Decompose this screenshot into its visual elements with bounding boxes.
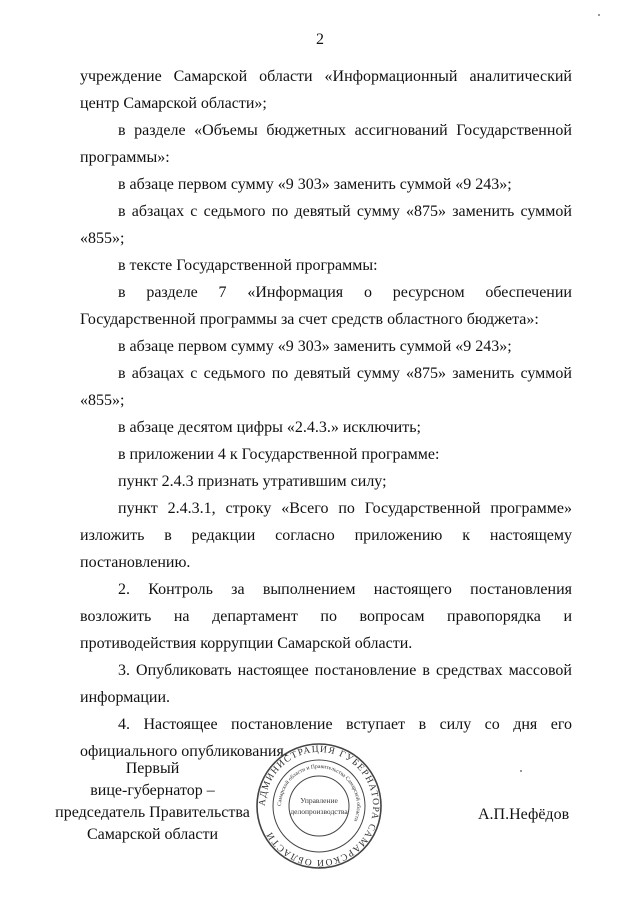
scan-speck — [520, 770, 522, 772]
signature-title — [50, 758, 255, 846]
paragraph: в разделе 7 «Информация о ресурсном обеспечении Государственной программы за счет средств областного бюджета»: — [80, 284, 572, 328]
signature-title-line: Самарской области — [87, 826, 218, 843]
paragraph: 3. Опубликовать настоящее постановление в средствах массовой информации. — [80, 662, 572, 706]
paragraph: в приложении 4 к Государственной программе: — [118, 446, 440, 463]
paragraph: 2. Контроль за выполнением настоящего постановления возложить на департамент по вопросам правопорядка и противодействия коррупции Самарской области. — [80, 581, 572, 652]
paragraph: пункт 2.4.3 признать утратившим силу; — [118, 473, 387, 490]
seal-inner-text: Самарской области и Правительства Самарской области — [276, 763, 362, 823]
paragraph: учреждение Самарской области «Информационный аналитический центр Самарской области»; — [80, 68, 572, 112]
paragraph: в разделе «Объемы бюджетных ассигнований Государственной программы»: — [80, 122, 572, 166]
paragraph: в абзаце первом сумму «9 303» заменить суммой «9 243»; — [118, 176, 512, 193]
seal-outer-text: АДМИНИСТРАЦИЯ ГУБЕРНАТОРА САМАРСКОЙ ОБЛАСТИ — [257, 744, 381, 868]
paragraph: в абзацах с седьмого по девятый сумму «875» заменить суммой «855»; — [80, 365, 572, 409]
paragraph: в абзацах с седьмого по девятый сумму «875» заменить суммой «855»; — [80, 203, 572, 247]
scan-speck — [598, 14, 600, 16]
paragraph: в тексте Государственной программы: — [118, 257, 378, 274]
signature-title-line: Первый — [125, 760, 180, 777]
paragraph: в абзаце десятом цифры «2.4.3.» исключить; — [118, 419, 421, 436]
seal-center-line: делопроизводства — [290, 807, 348, 816]
signature-title-line: вице-губернатор – — [90, 782, 215, 799]
official-seal-icon — [255, 742, 383, 870]
document-body — [80, 63, 572, 765]
paragraph: пункт 2.4.3.1, строку «Всего по Государственной программе» изложить в редакции согласно приложению к настоящему постановлению. — [80, 500, 572, 571]
paragraph: в абзаце первом сумму «9 303» заменить суммой «9 243»; — [118, 338, 512, 355]
seal-center-line: Управление — [300, 796, 338, 805]
paragraph: 4. Настоящее постановление вступает в силу со дня его официального опубликования. — [80, 716, 572, 760]
signature-title-line: председатель Правительства — [55, 804, 250, 821]
page-number: 2 — [316, 31, 324, 48]
signatory-name: А.П.Нефёдов — [478, 806, 570, 823]
